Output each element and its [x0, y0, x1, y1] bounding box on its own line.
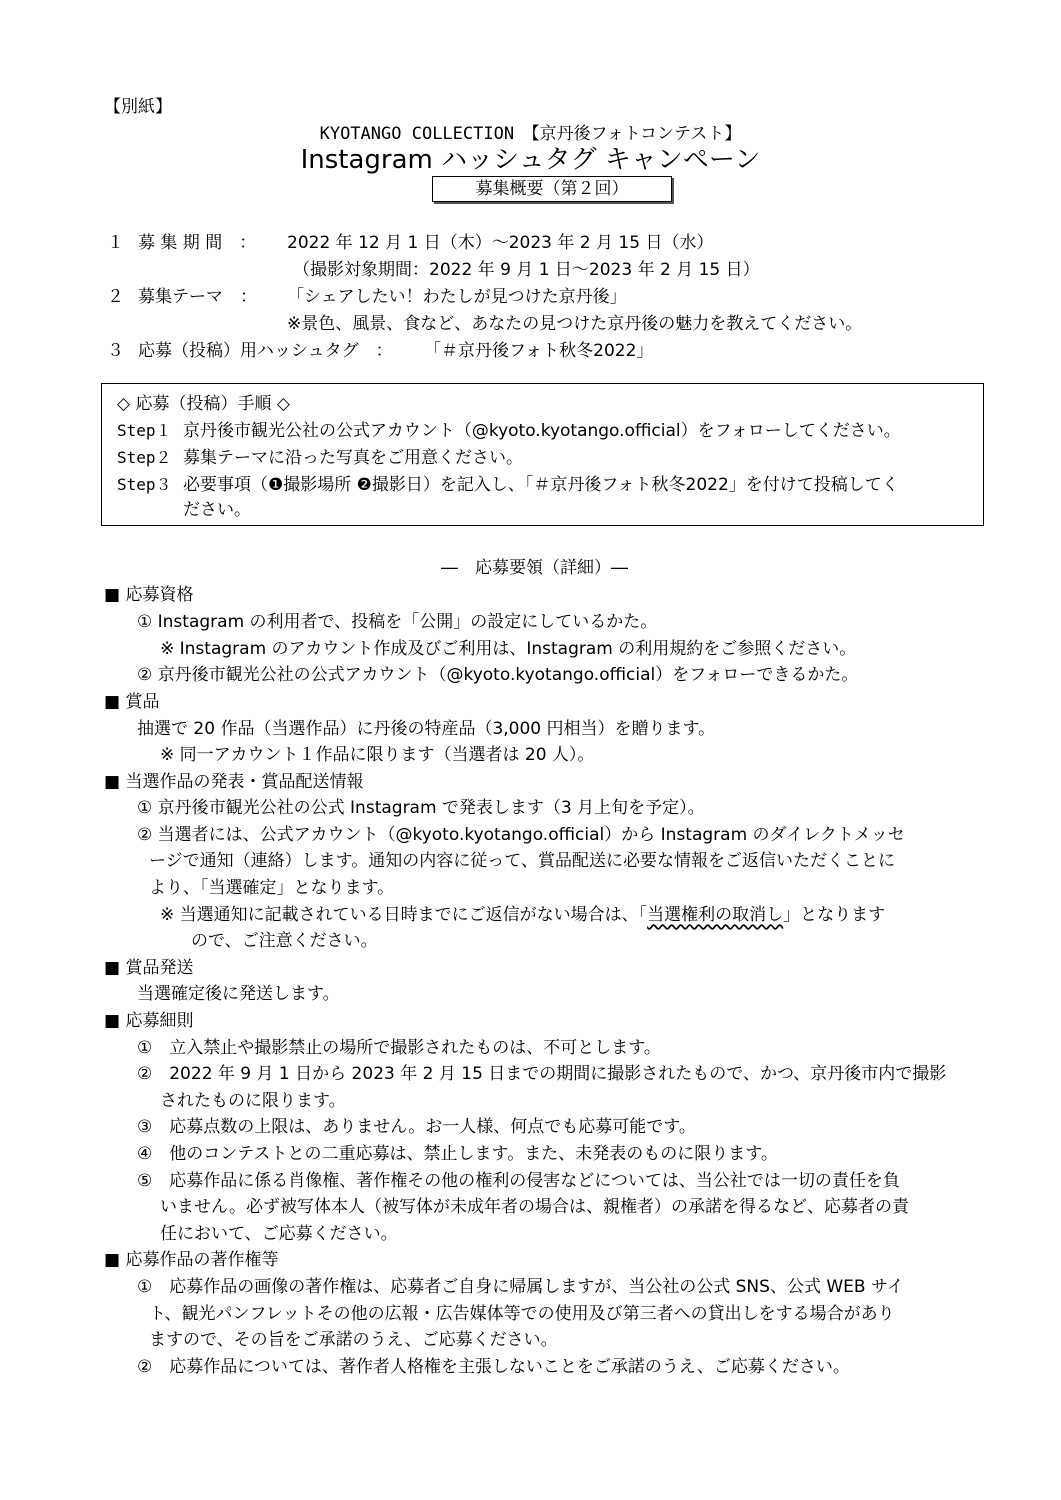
overview-label-hashtag: 応募（投稿）用ハッシュタグ ：: [138, 341, 393, 361]
subtitle-box: 募集概要（第２回）: [432, 176, 672, 202]
prize-note: ※ 同一アカウント１作品に限ります（当選者は 20 人）。: [160, 745, 595, 765]
overview-num-3: ３: [107, 341, 124, 361]
rules-item-4: ④ 他のコンテストとの二重応募は、禁止します。また、未発表のものに限ります。: [137, 1144, 778, 1164]
procedure-title: ◇ 応募（投稿）手順 ◇: [117, 394, 290, 414]
step-3-text-cont: ださい。: [183, 500, 251, 520]
rules-item-3: ③ 応募点数の上限は、ありません。お一人様、何点でも応募可能です。: [137, 1117, 696, 1137]
shipping-text: 当選確定後に発送します。: [137, 984, 340, 1004]
overview-label-theme: 募集テーマ ：: [138, 287, 257, 307]
rules-item-1: ① 立入禁止や撮影禁止の場所で撮影されたものは、不可とします。: [137, 1038, 661, 1058]
announcement-note: [160, 903, 885, 927]
announcement-item-1: ① 京丹後市観光公社の公式 Instagram で発表します（3 月上旬を予定）。: [137, 798, 705, 818]
section-rules: ■ 応募細則: [104, 1011, 194, 1031]
collection-line: KYOTANGO COLLECTION 【京丹後フォトコンテスト】: [319, 124, 742, 144]
announcement-item-2-line-2: ージで通知（連絡）します。通知の内容に従って、賞品配送に必要な情報をご返信いただくことに: [149, 851, 895, 871]
overview-label-period: 募 集 期 間 ：: [138, 233, 257, 253]
copyright-item-1: ① 応募作品の画像の著作権は、応募者ご自身に帰属しますが、当公社の公式 SNS、公式 WEB サイ: [137, 1277, 904, 1297]
rules-item-5-line-2: いません。必ず被写体本人（被写体が未成年者の場合は、親権者）の承諾を得るなど、応募者の責: [160, 1197, 910, 1217]
rules-item-5-line-3: 任において、ご応募ください。: [160, 1224, 398, 1244]
section-copyright: ■ 応募作品の著作権等: [104, 1250, 279, 1270]
rules-item-2-line-2: されたものに限ります。: [160, 1091, 346, 1111]
copyright-item-1-line-2: ト、観光パンフレットその他の広報・広告媒体等での使用及び第三者への貸出しをする場合があり: [149, 1304, 895, 1324]
eligibility-item-1: ① Instagram の利用者で、投稿を「公開」の設定にしているかた。: [137, 612, 658, 632]
overview-note-shooting-period: （撮影対象期間：2022 年 9 月 1 日～2023 年 2 月 15 日）: [293, 260, 760, 280]
overview-value-theme: 「シェアしたい！わたしが見つけた京丹後」: [287, 287, 627, 307]
section-prize: ■ 賞品: [104, 692, 160, 712]
rules-item-2: ② 2022 年 9 月 1 日から 2023 年 2 月 15 日までの期間に撮影されたもので、かつ、京丹後市内で撮影: [137, 1064, 947, 1084]
attachment-label: 【別紙】: [104, 97, 172, 117]
copyright-item-1-line-3: ますので、その旨をご承諾のうえ、ご応募ください。: [149, 1330, 558, 1350]
step-3-label: Step３: [117, 475, 172, 494]
section-shipping: ■ 賞品発送: [104, 958, 194, 978]
step-2-text: 募集テーマに沿った写真をご用意ください。: [183, 448, 523, 468]
overview-value-period: 2022 年 12 月 1 日（木）～2023 年 2 月 15 日（水）: [287, 233, 714, 253]
section-announcement: ■ 当選作品の発表・賞品配送情報: [104, 772, 364, 792]
announcement-item-2: ② 当選者には、公式アカウント（@kyoto.kyotango.official）から Instagram のダイレクトメッセ: [137, 825, 905, 845]
announcement-note-underlined: 当選権利の取消し: [647, 905, 784, 925]
overview-value-hashtag: 「＃京丹後フォト秋冬2022」: [424, 341, 654, 361]
eligibility-note: ※ Instagram のアカウント作成及びご利用は、Instagram の利用規約をご参照ください。: [160, 639, 857, 659]
section-eligibility: ■ 応募資格: [104, 585, 194, 605]
copyright-item-2: ② 応募作品については、著作者人格権を主張しないことをご承諾のうえ、ご応募ください。: [137, 1357, 850, 1377]
step-1-text: 京丹後市観光公社の公式アカウント（@kyoto.kyotango.official）をフォローしてください。: [183, 421, 901, 441]
overview-num-2: ２: [107, 287, 124, 307]
step-2-label: Step２: [117, 448, 172, 467]
overview-note-theme: ※景色、風景、食など、あなたの見つけた京丹後の魅力を教えてください。: [287, 314, 863, 334]
announcement-note-line-2: ので、ご注意ください。: [191, 931, 378, 951]
rules-item-5: ⑤ 応募作品に係る肖像権、著作権その他の権利の侵害などについては、当公社では一切の責任を負: [137, 1171, 900, 1191]
eligibility-item-2: ② 京丹後市観光公社の公式アカウント（@kyoto.kyotango.official）をフォローできるかた。: [137, 665, 859, 685]
announcement-item-2-line-3: より、「当選確定」となります。: [149, 878, 395, 898]
campaign-title: Instagram ハッシュタグ キャンペーン: [300, 145, 761, 175]
details-heading: ― 応募要領（詳細）―: [441, 558, 628, 578]
step-3-text: 必要事項（❶撮影場所 ❷撮影日）を記入し、「＃京丹後フォト秋冬2022」を付けて投稿してく: [183, 475, 899, 495]
announcement-note-text: ※ 当選通知に記載されている日時までにご返信がない場合は、「: [160, 905, 648, 925]
announcement-note-end: 」となります: [783, 905, 886, 925]
prize-text: 抽選で 20 作品（当選作品）に丹後の特産品（3,000 円相当）を贈ります。: [137, 719, 716, 739]
step-1-label: Step１: [117, 421, 172, 440]
overview-num-1: １: [107, 233, 124, 253]
